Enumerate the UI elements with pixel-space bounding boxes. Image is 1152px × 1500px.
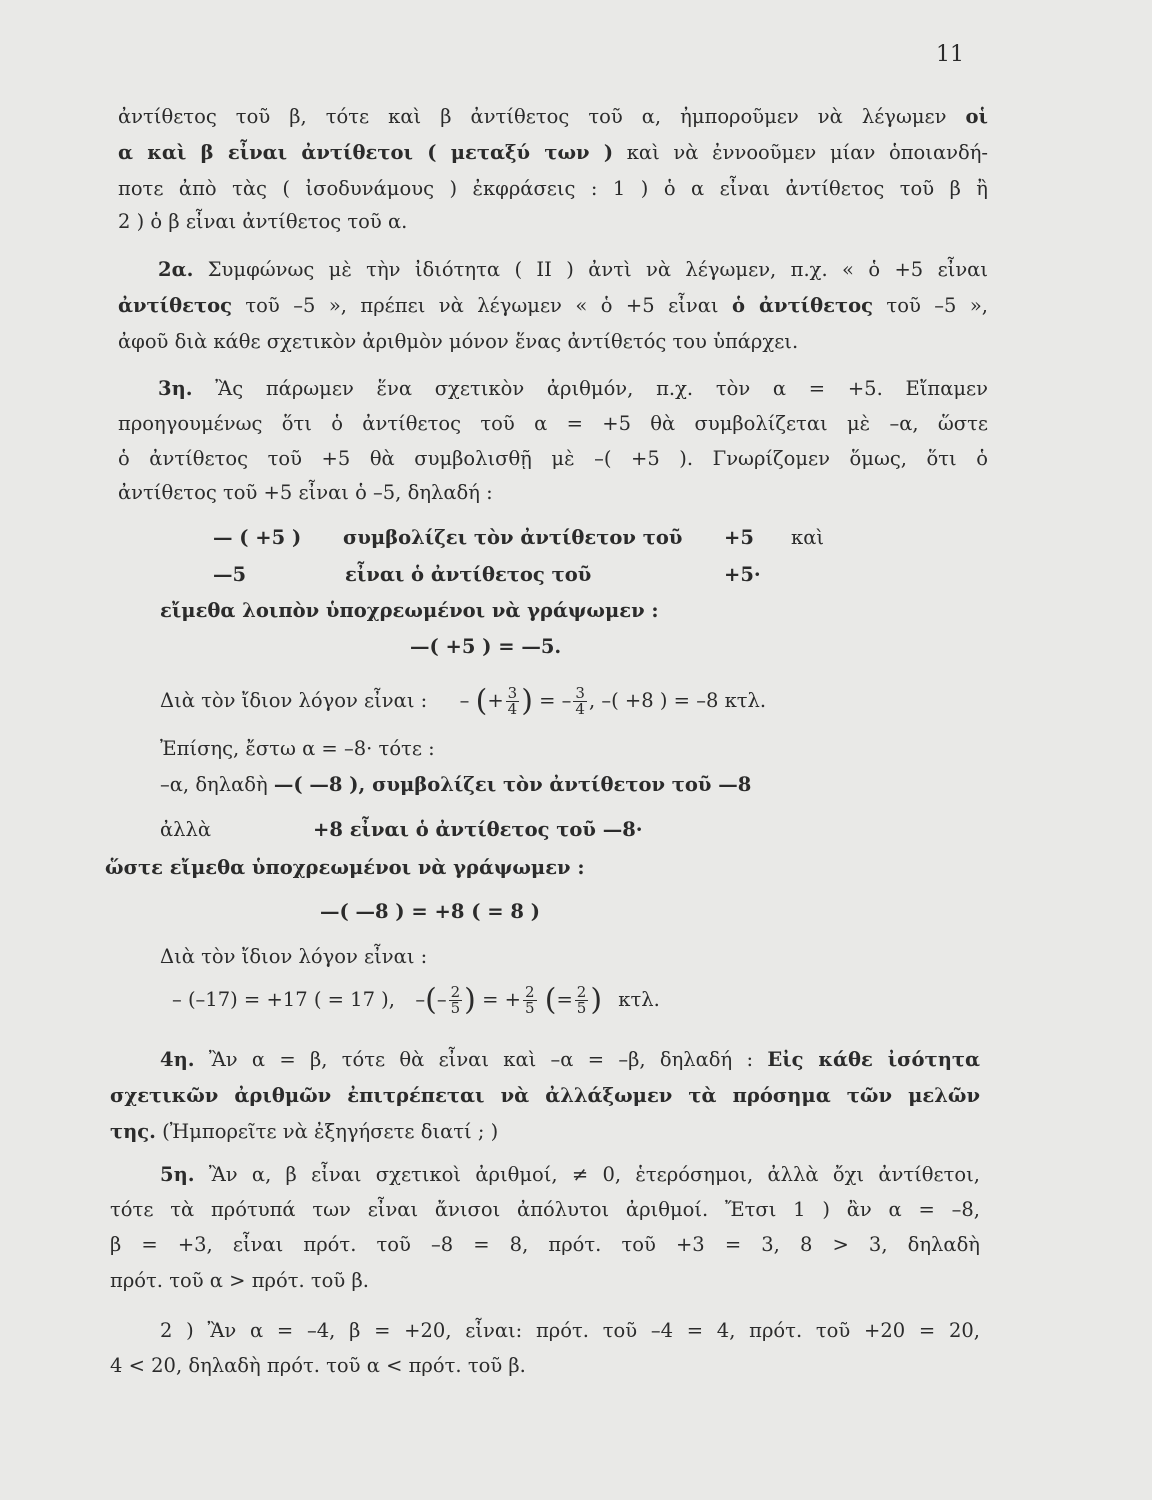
formula-line: +5· xyxy=(724,563,761,586)
text-line xyxy=(118,138,988,168)
text-line: Διὰ τὸν ἴδιον λόγον εἶναι : xyxy=(160,945,428,968)
formula-line: ἀλλὰ xyxy=(160,818,212,841)
text-line: 2 ) ὁ β εἶναι ἀντίθετος τοῦ α. xyxy=(118,210,408,233)
formula-line: — ( +5 ) xyxy=(213,526,302,549)
text-line xyxy=(118,291,988,321)
text-line: πρότ. τοῦ α > πρότ. τοῦ β. xyxy=(110,1269,369,1292)
fraction: $\frac{2}{5}$ xyxy=(450,983,461,1017)
text: ἀντίθετος τοῦ β, τότε καὶ β ἀντίθετος τοῦ α, ἠμποροῦμεν νὰ λέγωμεν xyxy=(118,105,966,128)
text-line xyxy=(160,1045,980,1075)
formula-line: εἴμεθα λοιπὸν ὑποχρεωμένοι νὰ γράψωμεν : xyxy=(160,599,659,622)
text: Συμφώνως μὲ τὴν ἰδιότητα ( II ) ἀντὶ νὰ λέγωμεν, π.χ. « ὁ +5 εἶναι xyxy=(193,258,988,281)
text-line: Ἐπίσης, ἔστω α = –8· τότε : xyxy=(160,737,435,760)
text-line: 4 < 20, δηλαδὴ πρότ. τοῦ α < πρότ. τοῦ β. xyxy=(110,1354,526,1377)
text-line xyxy=(160,1160,980,1190)
plus-sign: + xyxy=(487,689,504,712)
text-line: προηγουμένως ὅτι ὁ ἀντίθετος τοῦ α = +5 θὰ συμβολίζεται μὲ –α, ὥστε xyxy=(118,412,988,435)
text-line: ὁ ἀντίθετος τοῦ +5 θὰ συμβολισθῇ μὲ –( +5 ). Γνωρίζομεν ὅμως, ὅτι ὁ xyxy=(118,447,988,470)
paragraph-label: 3η. xyxy=(158,377,193,400)
text: Ἂν α = β, τότε θὰ εἶναι καὶ –α = –β, δηλαδή : xyxy=(194,1048,768,1071)
text-line xyxy=(158,255,988,285)
text: καὶ νὰ ἐννοοῦμεν μίαν ὁποιανδή- xyxy=(613,141,988,164)
minus-sign: – xyxy=(459,689,470,712)
open-paren-icon: ( xyxy=(425,982,437,1018)
text: – (–17) = +17 ( = 17 ), xyxy=(172,988,395,1011)
formula-line xyxy=(160,683,980,719)
formula-line: +8 εἶναι ὁ ἀντίθετος τοῦ —8· xyxy=(313,818,643,841)
text: , –( +8 ) = –8 κτλ. xyxy=(588,689,767,712)
minus-sign: – xyxy=(436,988,447,1011)
paragraph-label: 4η. xyxy=(160,1048,195,1071)
formula-line xyxy=(172,982,972,1018)
formula-line: καὶ xyxy=(791,526,825,549)
text: (Ἠμπορεῖτε νὰ ἐξηγήσετε διατί ; ) xyxy=(155,1120,499,1143)
text: Ἂν α, β εἶναι σχετικοὶ ἀριθμοί, ≠ 0, ἑτερόσημοι, ἀλλὰ ὄχι ἀντίθετοι, xyxy=(194,1163,980,1186)
text: = xyxy=(556,988,573,1011)
fraction: $\frac{2}{5}$ xyxy=(576,983,587,1017)
text-line: σχετικῶν ἀριθμῶν ἐπιτρέπεται νὰ ἀλλάξωμεν τὰ πρόσημα τῶν μελῶν xyxy=(110,1084,980,1107)
formula-line xyxy=(160,770,1030,800)
formula-line: ὥστε εἴμεθα ὑποχρεωμένοι νὰ γράψωμεν : xyxy=(105,856,585,879)
bold-text: α καὶ β εἶναι ἀντίθετοι ( μεταξύ των ) xyxy=(118,141,614,164)
open-paren-icon: ( xyxy=(544,982,557,1018)
formula-line: —( +5 ) = —5. xyxy=(410,635,562,658)
text-line: β = +3, εἶναι πρότ. τοῦ –8 = 8, πρότ. τοῦ +3 = 3, 8 > 3, δηλαδὴ xyxy=(110,1233,980,1256)
formula-line: —5 xyxy=(213,563,247,586)
text: = – xyxy=(539,689,572,712)
close-paren-icon: ) xyxy=(464,982,476,1018)
paragraph-label: 5η. xyxy=(160,1163,195,1186)
formula-line: —( —8 ) = +8 ( = 8 ) xyxy=(320,900,540,923)
text-line: τότε τὰ πρότυπά των εἶναι ἄνισοι ἀπόλυτοι ἀριθμοί. Ἔτσι 1 ) ἂν α = –8, xyxy=(110,1198,980,1221)
bold-text: οἱ xyxy=(965,105,988,128)
text: Διὰ τὸν ἴδιον λόγον εἶναι : xyxy=(160,689,428,712)
text: –α, δηλαδὴ xyxy=(160,773,274,796)
text: τοῦ –5 », xyxy=(872,294,988,317)
bold-text: —( —8 ), συμβολίζει τὸν ἀντίθετον τοῦ —8 xyxy=(273,773,752,796)
bold-text: της. xyxy=(110,1120,156,1143)
minus-sign: – xyxy=(415,988,426,1011)
text-line: ἀφοῦ διὰ κάθε σχετικὸν ἀριθμὸν μόνον ἕνας ἀντίθετός του ὑπάρχει. xyxy=(118,330,799,353)
text: κτλ. xyxy=(618,988,660,1011)
fraction: $\frac{3}{4}$ xyxy=(507,684,518,718)
formula-line: εἶναι ὁ ἀντίθετος τοῦ xyxy=(345,563,592,586)
text-line: ἀντίθετος τοῦ +5 εἶναι ὁ –5, δηλαδή : xyxy=(118,481,493,504)
text-line xyxy=(158,374,988,404)
text: Ἂς πάρωμεν ἕνα σχετικὸν ἀριθμόν, π.χ. τὸν α = +5. Εἴπαμεν xyxy=(192,377,988,400)
bold-text: ἀντίθετος xyxy=(118,294,232,317)
formula-line: +5 xyxy=(724,526,754,549)
bold-text: ὁ ἀντίθετος xyxy=(731,294,873,317)
text-line: 2 ) Ἂν α = –4, β = +20, εἶναι: πρότ. τοῦ –4 = 4, πρότ. τοῦ +20 = 20, xyxy=(160,1319,980,1342)
bold-text: Εἰς κάθε ἰσότητα xyxy=(767,1048,980,1071)
close-paren-icon: ) xyxy=(590,982,603,1018)
open-paren-icon: ( xyxy=(475,683,488,719)
text-line: ποτε ἀπὸ τὰς ( ἰσοδυνάμους ) ἐκφράσεις : 1 ) ὁ α εἶναι ἀντίθετος τοῦ β ἢ xyxy=(118,177,988,200)
text: τοῦ –5 », πρέπει νὰ λέγωμεν « ὁ +5 εἶναι xyxy=(231,294,732,317)
page-number: 11 xyxy=(936,42,964,67)
close-paren-icon: ) xyxy=(521,683,533,719)
fraction: $\frac{2}{5}$ xyxy=(524,983,535,1017)
formula-line: συμβολίζει τὸν ἀντίθετον τοῦ xyxy=(343,526,683,549)
fraction: $\frac{3}{4}$ xyxy=(575,684,585,718)
text: = + xyxy=(482,988,521,1011)
paragraph-label: 2α. xyxy=(158,258,194,281)
text-line xyxy=(110,1117,980,1147)
text-line xyxy=(118,102,988,132)
